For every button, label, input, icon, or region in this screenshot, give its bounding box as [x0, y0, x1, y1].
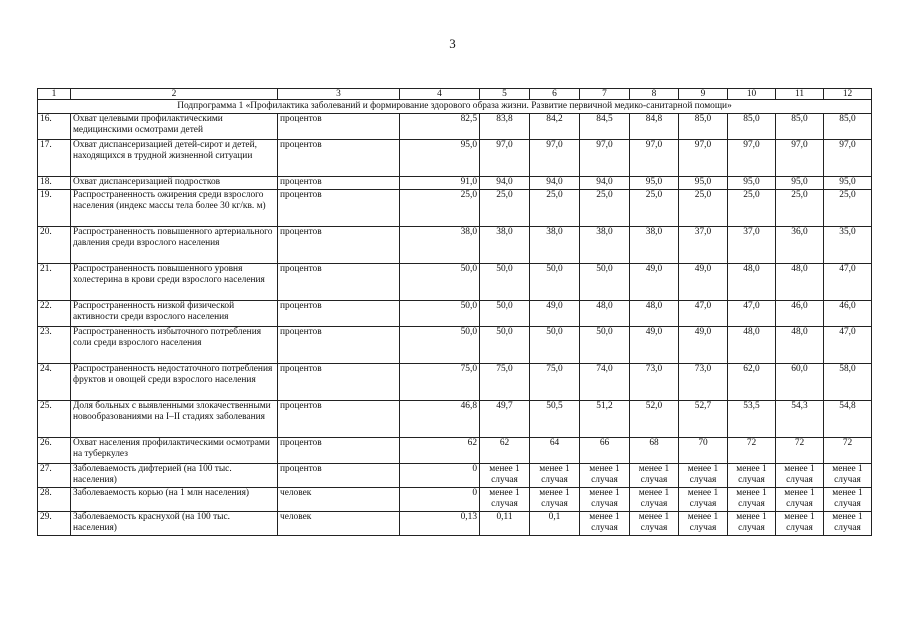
table-row	[38, 301, 872, 327]
value-cell: 97,0	[580, 140, 630, 177]
indicator-name-cell: Охват населения профилактическими осмотрами на туберкулез	[71, 438, 278, 464]
value-cell: 38,0	[630, 227, 679, 264]
table-row	[38, 512, 872, 536]
value-cell: 53,5	[728, 401, 776, 438]
column-number-row	[38, 89, 872, 100]
value-cell: 37,0	[728, 227, 776, 264]
value-cell: менее 1 случая	[776, 488, 824, 512]
row-number-cell: 22.	[38, 301, 71, 327]
value-cell: 85,0	[728, 114, 776, 140]
row-number-cell: 21.	[38, 264, 71, 301]
value-cell: 72	[824, 438, 872, 464]
value-cell: 58,0	[824, 364, 872, 401]
value-cell: 49,0	[679, 327, 728, 364]
value-cell: 25,0	[776, 190, 824, 227]
value-cell: 85,0	[776, 114, 824, 140]
value-cell: 84,8	[630, 114, 679, 140]
value-cell: 97,0	[679, 140, 728, 177]
value-cell: 38,0	[480, 227, 530, 264]
value-cell: менее 1 случая	[728, 512, 776, 536]
indicator-name-cell: Распространенность повышенного уровня холестерина в крови среди взрослого населения	[71, 264, 278, 301]
column-number-cell: 3	[278, 89, 400, 100]
column-number-cell: 10	[728, 89, 776, 100]
row-number-cell: 26.	[38, 438, 71, 464]
value-cell: 0	[400, 464, 480, 488]
table-row	[38, 401, 872, 438]
value-cell: 37,0	[679, 227, 728, 264]
indicator-name-cell: Заболеваемость корью (на 1 млн населения)	[71, 488, 278, 512]
value-cell: 49,0	[679, 264, 728, 301]
row-number-cell: 16.	[38, 114, 71, 140]
value-cell: менее 1 случая	[824, 512, 872, 536]
value-cell: менее 1 случая	[480, 464, 530, 488]
value-cell: 49,7	[480, 401, 530, 438]
value-cell: 95,0	[824, 177, 872, 190]
value-cell: 25,0	[580, 190, 630, 227]
value-cell: 94,0	[480, 177, 530, 190]
value-cell: 0,1	[530, 512, 580, 536]
value-cell: менее 1 случая	[824, 464, 872, 488]
value-cell: 46,8	[400, 401, 480, 438]
column-number-cell: 1	[38, 89, 71, 100]
row-number-cell: 28.	[38, 488, 71, 512]
value-cell: 68	[630, 438, 679, 464]
indicator-name-cell: Охват целевыми профилактическими медицинскими осмотрами детей	[71, 114, 278, 140]
value-cell: 52,0	[630, 401, 679, 438]
value-cell: 49,0	[630, 264, 679, 301]
column-number-cell: 2	[71, 89, 278, 100]
value-cell: 75,0	[400, 364, 480, 401]
value-cell: 75,0	[480, 364, 530, 401]
value-cell: 75,0	[530, 364, 580, 401]
unit-cell: процентов	[278, 364, 400, 401]
value-cell: 25,0	[728, 190, 776, 227]
value-cell: 46,0	[776, 301, 824, 327]
table-body	[38, 89, 872, 536]
table-row	[38, 488, 872, 512]
value-cell: 54,3	[776, 401, 824, 438]
row-number-cell: 27.	[38, 464, 71, 488]
value-cell: 62,0	[728, 364, 776, 401]
unit-cell: процентов	[278, 464, 400, 488]
value-cell: 60,0	[776, 364, 824, 401]
value-cell: менее 1 случая	[728, 464, 776, 488]
value-cell: менее 1 случая	[480, 488, 530, 512]
row-number-cell: 25.	[38, 401, 71, 438]
row-number-cell: 24.	[38, 364, 71, 401]
value-cell: 73,0	[679, 364, 728, 401]
value-cell: менее 1 случая	[580, 464, 630, 488]
value-cell: 50,0	[400, 264, 480, 301]
value-cell: 49,0	[530, 301, 580, 327]
value-cell: 38,0	[530, 227, 580, 264]
indicator-name-cell: Охват диспансеризацией подростков	[71, 177, 278, 190]
value-cell: 0,13	[400, 512, 480, 536]
indicator-name-cell: Распространенность низкой физической активности среди взрослого населения	[71, 301, 278, 327]
value-cell: 35,0	[824, 227, 872, 264]
indicator-name-cell: Распространенность недостаточного потребления фруктов и овощей среди взрослого населения	[71, 364, 278, 401]
value-cell: 97,0	[776, 140, 824, 177]
page-number: 3	[449, 36, 456, 51]
value-cell: менее 1 случая	[679, 464, 728, 488]
value-cell: 84,2	[530, 114, 580, 140]
value-cell: 85,0	[824, 114, 872, 140]
row-number-cell: 18.	[38, 177, 71, 190]
table-row	[38, 438, 872, 464]
table-row	[38, 190, 872, 227]
value-cell: 97,0	[824, 140, 872, 177]
value-cell: менее 1 случая	[728, 488, 776, 512]
value-cell: 97,0	[480, 140, 530, 177]
value-cell: 50,5	[530, 401, 580, 438]
column-number-cell: 12	[824, 89, 872, 100]
value-cell: 95,0	[728, 177, 776, 190]
value-cell: 73,0	[630, 364, 679, 401]
value-cell: 48,0	[728, 264, 776, 301]
value-cell: 50,0	[530, 327, 580, 364]
value-cell: 48,0	[630, 301, 679, 327]
value-cell: 48,0	[776, 327, 824, 364]
value-cell: 91,0	[400, 177, 480, 190]
value-cell: менее 1 случая	[630, 512, 679, 536]
indicator-name-cell: Распространенность избыточного потребления соли среди взрослого населения	[71, 327, 278, 364]
value-cell: 50,0	[580, 264, 630, 301]
value-cell: менее 1 случая	[530, 464, 580, 488]
value-cell: 62	[400, 438, 480, 464]
table-row	[38, 140, 872, 177]
value-cell: 72	[728, 438, 776, 464]
value-cell: 94,0	[530, 177, 580, 190]
unit-cell: человек	[278, 488, 400, 512]
indicators-table	[37, 88, 872, 536]
value-cell: 84,5	[580, 114, 630, 140]
subprogram-title: Подпрограмма 1 «Профилактика заболеваний и формирование здорового образа жизни. Развитие первичной медико-санитарной помощи»	[38, 100, 872, 114]
indicator-name-cell: Заболеваемость краснухой (на 100 тыс. населения)	[71, 512, 278, 536]
table-row	[38, 114, 872, 140]
value-cell: 94,0	[580, 177, 630, 190]
value-cell: 49,0	[630, 327, 679, 364]
column-number-cell: 9	[679, 89, 728, 100]
value-cell: менее 1 случая	[580, 488, 630, 512]
unit-cell: процентов	[278, 438, 400, 464]
value-cell: менее 1 случая	[776, 464, 824, 488]
value-cell: 38,0	[400, 227, 480, 264]
value-cell: 47,0	[824, 264, 872, 301]
value-cell: 36,0	[776, 227, 824, 264]
value-cell: 38,0	[580, 227, 630, 264]
unit-cell: процентов	[278, 227, 400, 264]
value-cell: 83,8	[480, 114, 530, 140]
value-cell: 25,0	[480, 190, 530, 227]
indicator-name-cell: Распространенность повышенного артериального давления среди взрослого населения	[71, 227, 278, 264]
value-cell: 48,0	[776, 264, 824, 301]
value-cell: 95,0	[679, 177, 728, 190]
value-cell: 97,0	[530, 140, 580, 177]
row-number-cell: 23.	[38, 327, 71, 364]
value-cell: 74,0	[580, 364, 630, 401]
row-number-cell: 19.	[38, 190, 71, 227]
value-cell: менее 1 случая	[776, 512, 824, 536]
value-cell: 64	[530, 438, 580, 464]
indicator-name-cell: Распространенность ожирения среди взрослого населения (индекс массы тела более 30 кг/кв. м)	[71, 190, 278, 227]
value-cell: 47,0	[679, 301, 728, 327]
value-cell: 25,0	[630, 190, 679, 227]
value-cell: 97,0	[728, 140, 776, 177]
value-cell: 62	[480, 438, 530, 464]
value-cell: 51,2	[580, 401, 630, 438]
value-cell: менее 1 случая	[630, 464, 679, 488]
value-cell: 0,11	[480, 512, 530, 536]
column-number-cell: 6	[530, 89, 580, 100]
value-cell: 50,0	[580, 327, 630, 364]
value-cell: 70	[679, 438, 728, 464]
value-cell: 72	[776, 438, 824, 464]
value-cell: 48,0	[728, 327, 776, 364]
value-cell: менее 1 случая	[824, 488, 872, 512]
value-cell: менее 1 случая	[679, 512, 728, 536]
value-cell: 46,0	[824, 301, 872, 327]
unit-cell: процентов	[278, 114, 400, 140]
value-cell: менее 1 случая	[679, 488, 728, 512]
indicator-name-cell: Заболеваемость дифтерией (на 100 тыс. населения)	[71, 464, 278, 488]
unit-cell: процентов	[278, 190, 400, 227]
column-number-cell: 5	[480, 89, 530, 100]
value-cell: 25,0	[679, 190, 728, 227]
value-cell: менее 1 случая	[580, 512, 630, 536]
unit-cell: процентов	[278, 401, 400, 438]
indicator-name-cell: Охват диспансеризацией детей-сирот и детей, находящихся в трудной жизненной ситуации	[71, 140, 278, 177]
value-cell: 97,0	[630, 140, 679, 177]
row-number-cell: 20.	[38, 227, 71, 264]
value-cell: 50,0	[480, 301, 530, 327]
value-cell: 82,5	[400, 114, 480, 140]
value-cell: 85,0	[679, 114, 728, 140]
value-cell: 47,0	[728, 301, 776, 327]
column-number-cell: 11	[776, 89, 824, 100]
value-cell: 25,0	[824, 190, 872, 227]
table-row	[38, 264, 872, 301]
unit-cell: процентов	[278, 140, 400, 177]
value-cell: 95,0	[400, 140, 480, 177]
value-cell: менее 1 случая	[630, 488, 679, 512]
value-cell: 50,0	[480, 264, 530, 301]
table-row	[38, 327, 872, 364]
value-cell: 0	[400, 488, 480, 512]
value-cell: 50,0	[400, 301, 480, 327]
value-cell: 54,8	[824, 401, 872, 438]
value-cell: 95,0	[776, 177, 824, 190]
table-row	[38, 227, 872, 264]
table-row	[38, 177, 872, 190]
table-row	[38, 464, 872, 488]
row-number-cell: 17.	[38, 140, 71, 177]
table-row	[38, 364, 872, 401]
value-cell: 47,0	[824, 327, 872, 364]
unit-cell: процентов	[278, 177, 400, 190]
unit-cell: процентов	[278, 301, 400, 327]
column-number-cell: 8	[630, 89, 679, 100]
value-cell: менее 1 случая	[530, 488, 580, 512]
unit-cell: процентов	[278, 327, 400, 364]
indicator-name-cell: Доля больных с выявленными злокачественными новообразованиями на I–II стадиях заболевания	[71, 401, 278, 438]
unit-cell: процентов	[278, 264, 400, 301]
column-number-cell: 4	[400, 89, 480, 100]
value-cell: 50,0	[400, 327, 480, 364]
unit-cell: человек	[278, 512, 400, 536]
value-cell: 50,0	[530, 264, 580, 301]
value-cell: 48,0	[580, 301, 630, 327]
row-number-cell: 29.	[38, 512, 71, 536]
column-number-cell: 7	[580, 89, 630, 100]
value-cell: 52,7	[679, 401, 728, 438]
value-cell: 95,0	[630, 177, 679, 190]
value-cell: 50,0	[480, 327, 530, 364]
value-cell: 25,0	[530, 190, 580, 227]
value-cell: 25,0	[400, 190, 480, 227]
value-cell: 66	[580, 438, 630, 464]
subprogram-row	[38, 100, 872, 114]
